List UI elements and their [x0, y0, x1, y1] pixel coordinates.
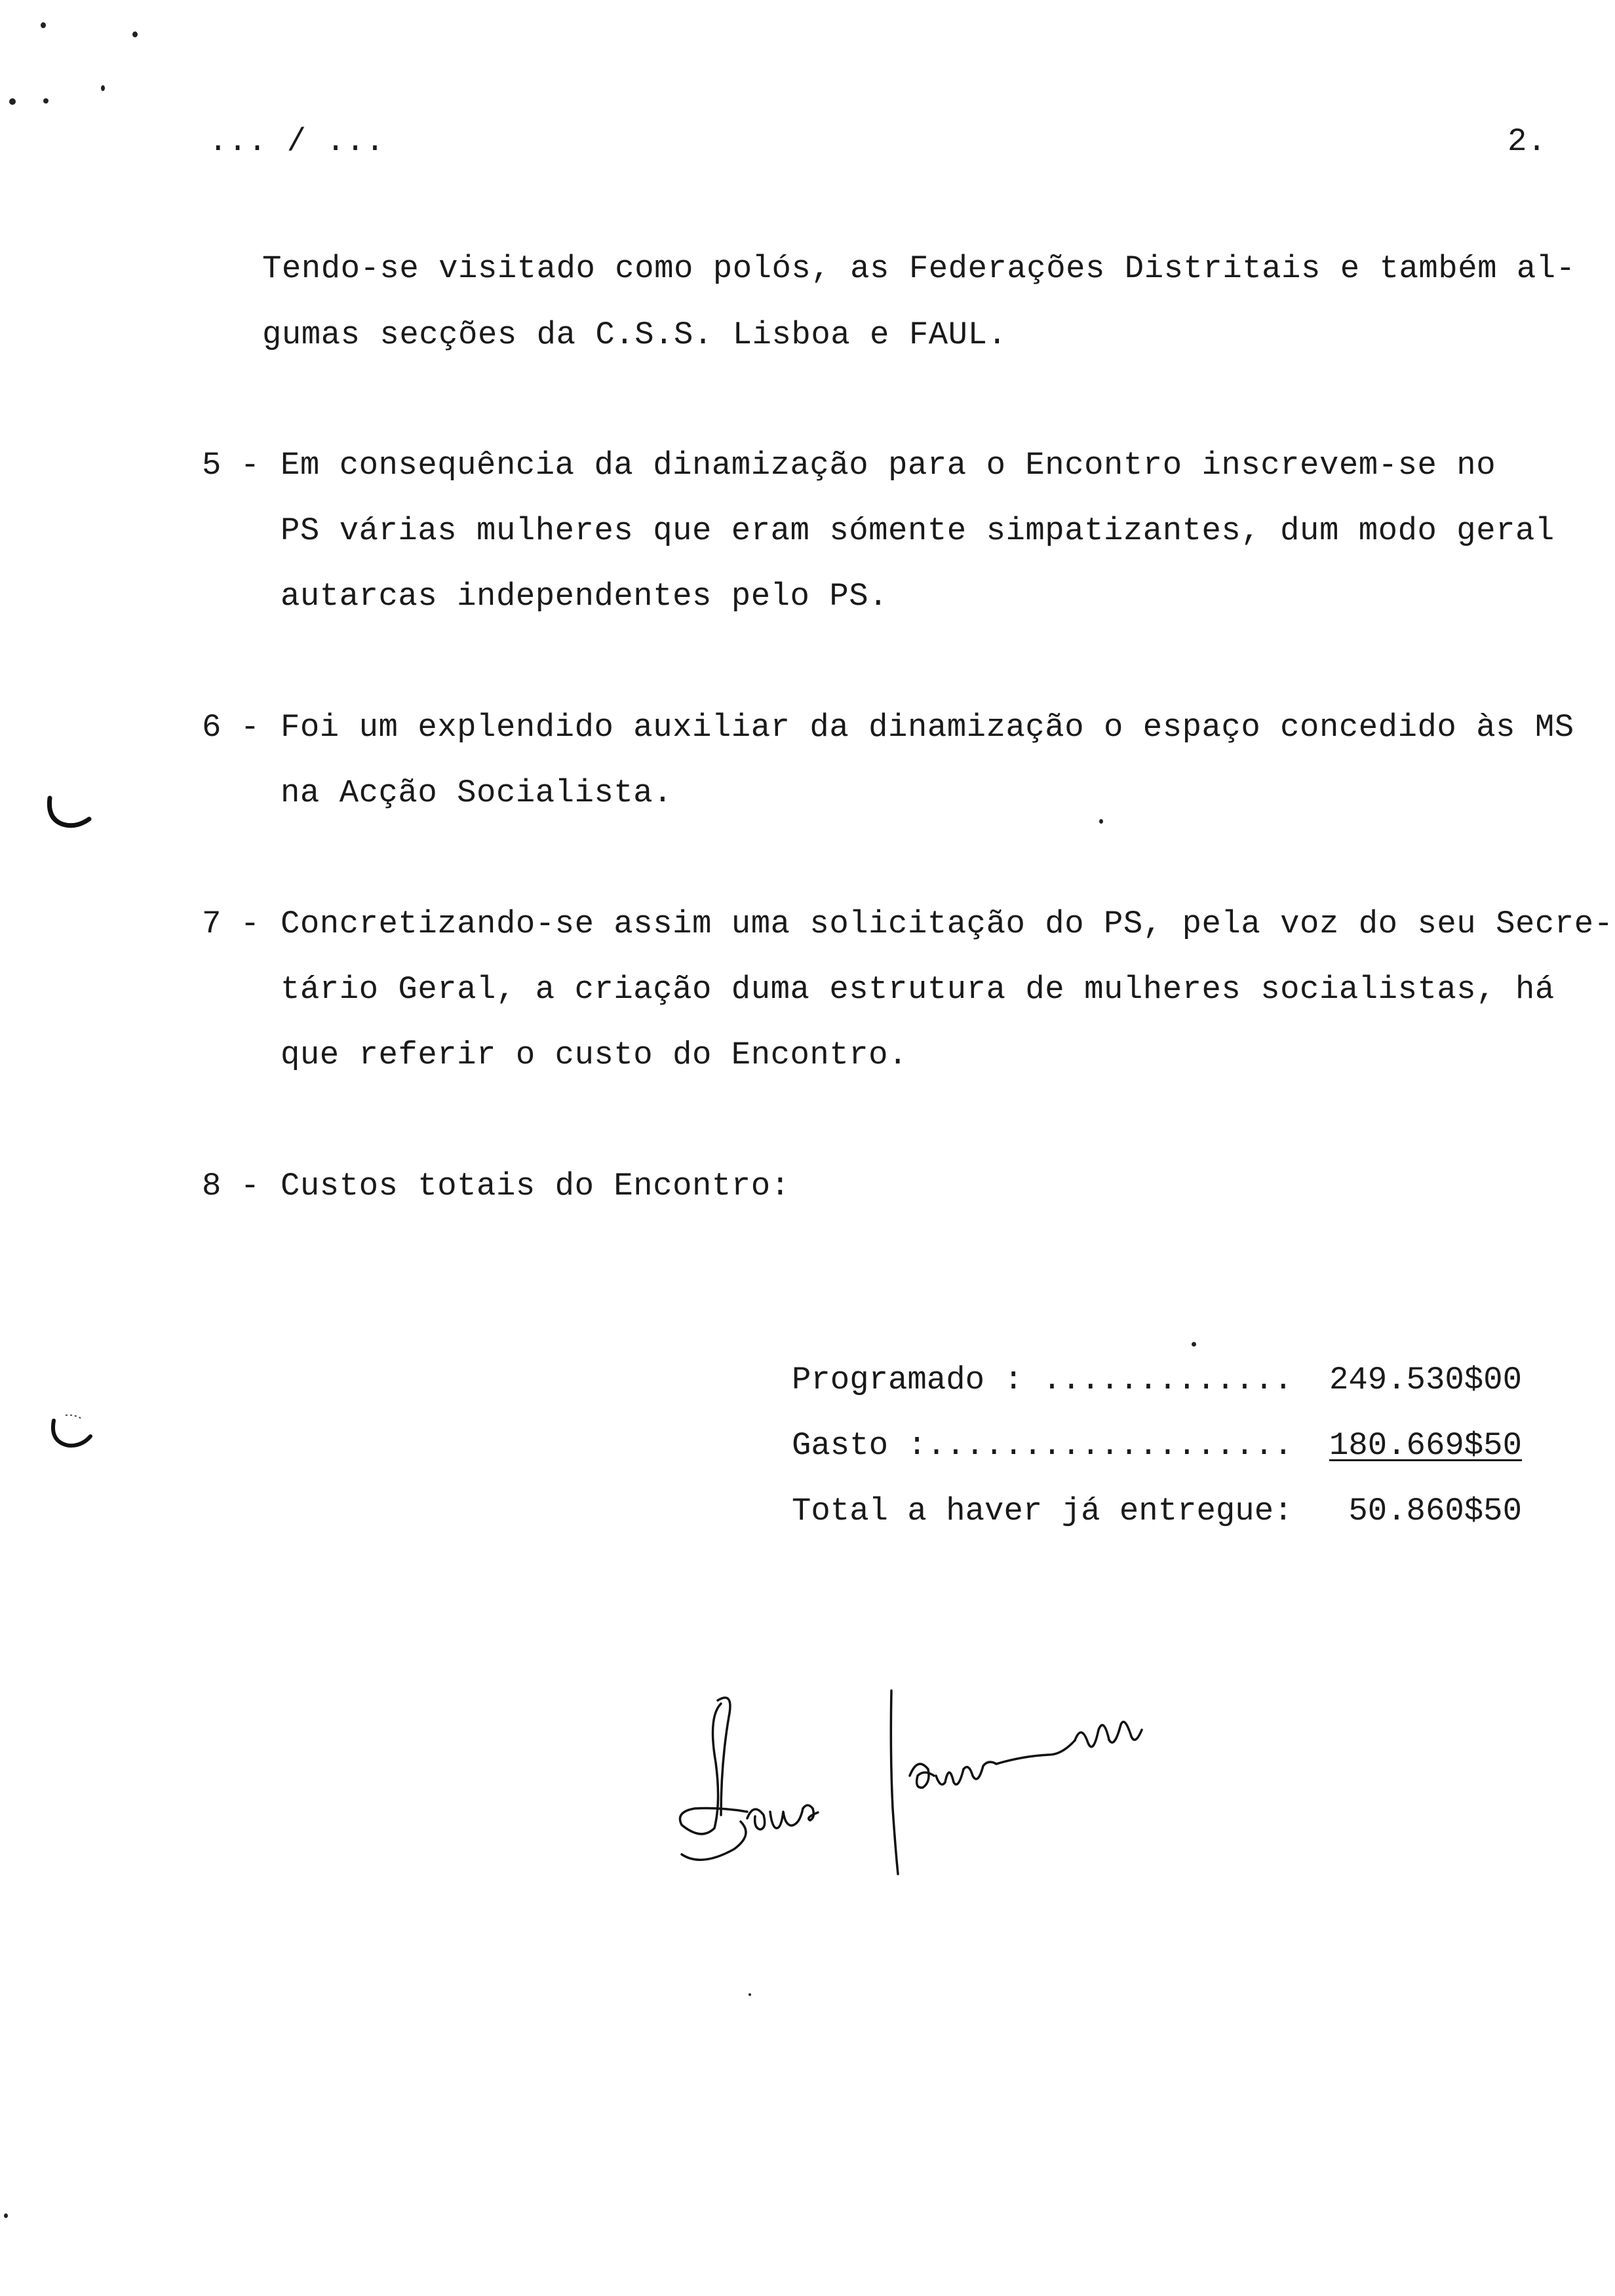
paragraph-line: PS várias mulheres que eram sómente simpatizantes, dum modo geral — [281, 512, 1555, 549]
paragraph-line: na Acção Socialista. — [281, 775, 673, 811]
paragraph-line: que referir o custo do Encontro. — [281, 1037, 908, 1073]
paragraph-line: Em consequência da dinamização para o Encontro inscrevem-se no — [281, 447, 1496, 484]
cost-label-total: Total a haver já entregue: — [792, 1493, 1293, 1529]
margin-speck — [749, 1993, 751, 1996]
margin-speck — [9, 98, 16, 105]
continuation-marker: ... / ... — [208, 123, 385, 160]
paragraph-line: autarcas independentes pelo PS. — [281, 578, 889, 615]
cost-label-gasto: Gasto :................... — [792, 1427, 1293, 1464]
margin-mark-icon — [43, 793, 96, 832]
paragraph-line: Custos totais do Encontro: — [281, 1168, 790, 1204]
margin-mark-icon — [46, 1409, 98, 1455]
item-number: 8 - — [202, 1168, 260, 1204]
cost-value-programado: 249.530$00 — [1329, 1362, 1522, 1398]
item-number: 7 - — [202, 906, 260, 942]
cost-label-programado: Programado : ............. — [792, 1362, 1293, 1398]
paragraph-line: gumas secções da C.S.S. Lisboa e FAUL. — [262, 316, 1007, 353]
item-number: 6 - — [202, 709, 260, 746]
page-number: 2. — [1508, 123, 1547, 160]
margin-speck — [41, 22, 46, 28]
paragraph-line: tário Geral, a criação duma estrutura de mulheres socialistas, há — [281, 971, 1555, 1008]
margin-speck — [1192, 1342, 1196, 1347]
margin-speck — [1099, 819, 1103, 824]
paragraph-line: Foi um explendido auxiliar da dinamização o espaço concedido às MS — [281, 709, 1574, 746]
paragraph-line: Tendo-se visitado como polós, as Federações Distritais e também al- — [262, 250, 1576, 287]
handwritten-signature — [655, 1677, 1219, 1894]
margin-speck — [43, 98, 49, 104]
item-number: 5 - — [202, 447, 260, 484]
margin-speck — [132, 31, 138, 37]
margin-speck — [101, 85, 105, 91]
paragraph-line: Concretizando-se assim uma solicitação do PS, pela voz do seu Secre- — [281, 906, 1614, 942]
cost-value-total: 50.860$50 — [1348, 1493, 1522, 1529]
cost-value-gasto: 180.669$50 — [1329, 1427, 1522, 1464]
margin-speck — [4, 2213, 8, 2218]
